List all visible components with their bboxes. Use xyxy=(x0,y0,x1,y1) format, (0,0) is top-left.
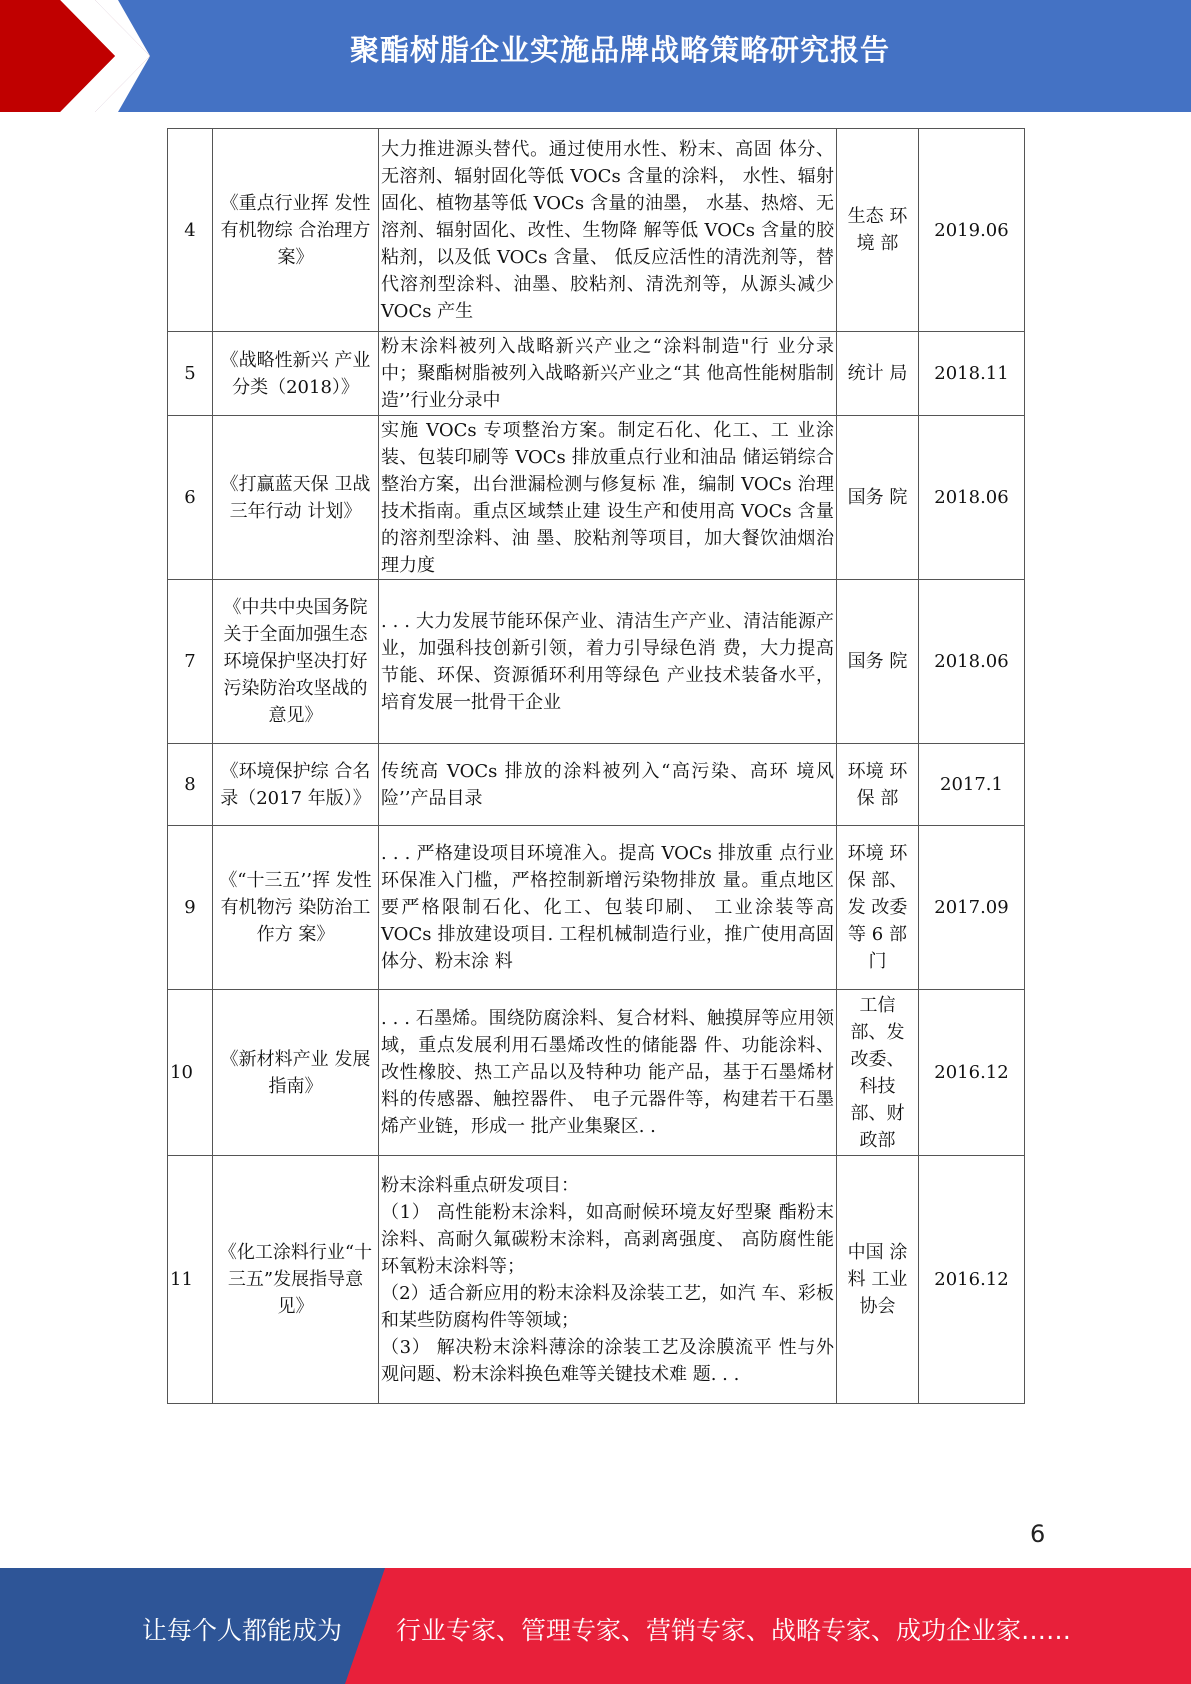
policy-content xyxy=(379,1156,837,1404)
page-number: 6 xyxy=(1030,1520,1046,1548)
policy-content: 大力推进源头替代。通过使用水性、粉末、高固 体分、无溶剂、辐射固化等低 VOCs 含量的涂料， 水性、辐射固化、植物基等低 VOCs 含量的油墨， 水基、热熔、无溶剂、辐射固化、改性、生物降 解等低 VOCs 含量的胶粘剂，以及低 VOCs 含量、 低反应活性的清洗剂等，替代溶剂型涂料、油墨、胶粘剂、清洗剂等，从源头减少 VOCs 产生 xyxy=(379,129,837,332)
row-number: 8 xyxy=(168,744,213,826)
content-line: （2）适合新应用的粉末涂料及涂装工艺，如汽 车、彩板和某些防腐构件等领域； xyxy=(381,1282,834,1331)
issue-date: 2017.09 xyxy=(919,826,1025,990)
table-row xyxy=(168,332,1025,416)
issuing-department: 国务 院 xyxy=(837,580,919,744)
table-row xyxy=(168,129,1025,332)
policy-content: . . . 石墨烯。围绕防腐涂料、复合材料、触摸屏等应用领域，重点发展利用石墨烯改性的储能器 件、功能涂料、改性橡胶、热工产品以及特种功 能产品，基于石墨烯材料的传感器、触控器件、 电子元器件等，构建若干石墨烯产业链，形成一 批产业集聚区. . xyxy=(379,990,837,1156)
row-number: 10 xyxy=(168,990,213,1156)
page-title: 聚酯树脂企业实施品牌战略策略研究报告 xyxy=(349,33,890,67)
table-row xyxy=(168,1156,1025,1404)
issue-date: 2018.06 xyxy=(919,416,1025,580)
policy-name: 《打赢蓝天保 卫战三年行动 计划》 xyxy=(213,416,379,580)
content-line: 粉末涂料重点研发项目： xyxy=(381,1174,579,1196)
content-line: （1） 高性能粉末涂料，如高耐候环境友好型聚 酯粉末涂料、高耐久氟碳粉末涂料，高剥离强度、 高防腐性能环氧粉末涂料等； xyxy=(381,1201,834,1277)
policy-name: 《战略性新兴 产业分类（2018）》 xyxy=(213,332,379,416)
footer-slogan-lead: 让每个人都能成为 xyxy=(142,1616,343,1645)
policy-name: 《中共中央国务院关于全面加强生态环境保护坚决打好污染防治攻坚战的意见》 xyxy=(213,580,379,744)
issue-date: 2017.1 xyxy=(919,744,1025,826)
issuing-department: 环境 环保 部 xyxy=(837,744,919,826)
issue-date: 2016.12 xyxy=(919,990,1025,1156)
policy-content: 传统高 VOCs 排放的涂料被列入“高污染、高环 境风险’’产品目录 xyxy=(379,744,837,826)
policy-content: . . . 严格建设项目环境准入。提高 VOCs 排放重 点行业环保准入门槛，严格控制新增污染物排放 量。重点地区要严格限制石化、化工、包装印刷、 工业涂装等高 VOCs 排放建设项目. 工程机械制造行业，推广使用高固体分、粉末涂 料 xyxy=(379,826,837,990)
table-row xyxy=(168,990,1025,1156)
row-number: 5 xyxy=(168,332,213,416)
issuing-department: 统计 局 xyxy=(837,332,919,416)
policy-name: 《“十三五’’挥 发性有机物污 染防治工作方 案》 xyxy=(213,826,379,990)
policy-content: . . . 大力发展节能环保产业、清洁生产产业、清洁能源产业，加强科技创新引领，着力引导绿色消 费，大力提高节能、环保、资源循环利用等绿色 产业技术装备水平，培育发展一批骨干企业 xyxy=(379,580,837,744)
issuing-department: 工信 部、发 改委、 科技 部、财 政部 xyxy=(837,990,919,1156)
row-number: 11 xyxy=(168,1156,213,1404)
policy-content: 实施 VOCs 专项整治方案。制定石化、化工、工 业涂装、包装印刷等 VOCs 排放重点行业和油品 储运销综合整治方案，出台泄漏检测与修复标 准，编制 VOCs 治理技术指南。重点区域禁止建 设生产和使用高 VOCs 含量的溶剂型涂料、油 墨、胶粘剂等项目，加大餐饮油烟治理力度 xyxy=(379,416,837,580)
policy-name: 《环境保护综 合名录（2017 年版）》 xyxy=(213,744,379,826)
header-banner xyxy=(0,0,1191,112)
issuing-department: 国务 院 xyxy=(837,416,919,580)
issuing-department: 中国 涂料 工业 协会 xyxy=(837,1156,919,1404)
footer-slogan-roles: 行业专家、管理专家、营销专家、战略专家、成功企业家…… xyxy=(396,1616,1072,1645)
issue-date: 2019.06 xyxy=(919,129,1025,332)
policy-name: 《化工涂料行业“十三五”发展指导意见》 xyxy=(213,1156,379,1404)
table-row xyxy=(168,744,1025,826)
footer-banner xyxy=(0,1568,1191,1684)
issuing-department: 环境 环 保 部、发 改委 等 6 部 门 xyxy=(837,826,919,990)
issue-date: 2016.12 xyxy=(919,1156,1025,1404)
row-number: 7 xyxy=(168,580,213,744)
issue-date: 2018.06 xyxy=(919,580,1025,744)
policy-name: 《重点行业挥 发性有机物综 合治理方案》 xyxy=(213,129,379,332)
content-line: （3） 解决粉末涂料薄涂的涂装工艺及涂膜流平 性与外观问题、粉末涂料换色难等关键技术难 题. . . xyxy=(381,1336,834,1385)
table-row xyxy=(168,826,1025,990)
issue-date: 2018.11 xyxy=(919,332,1025,416)
table-row xyxy=(168,580,1025,744)
row-number: 9 xyxy=(168,826,213,990)
row-number: 6 xyxy=(168,416,213,580)
policy-table xyxy=(167,128,1025,1404)
policy-name: 《新材料产业 发展指南》 xyxy=(213,990,379,1156)
issuing-department: 生态 环境 部 xyxy=(837,129,919,332)
table-row xyxy=(168,416,1025,580)
row-number: 4 xyxy=(168,129,213,332)
policy-content: 粉末涂料被列入战略新兴产业之“涂料制造"行 业分录中；聚酯树脂被列入战略新兴产业之“其 他高性能树脂制造’’行业分录中 xyxy=(379,332,837,416)
